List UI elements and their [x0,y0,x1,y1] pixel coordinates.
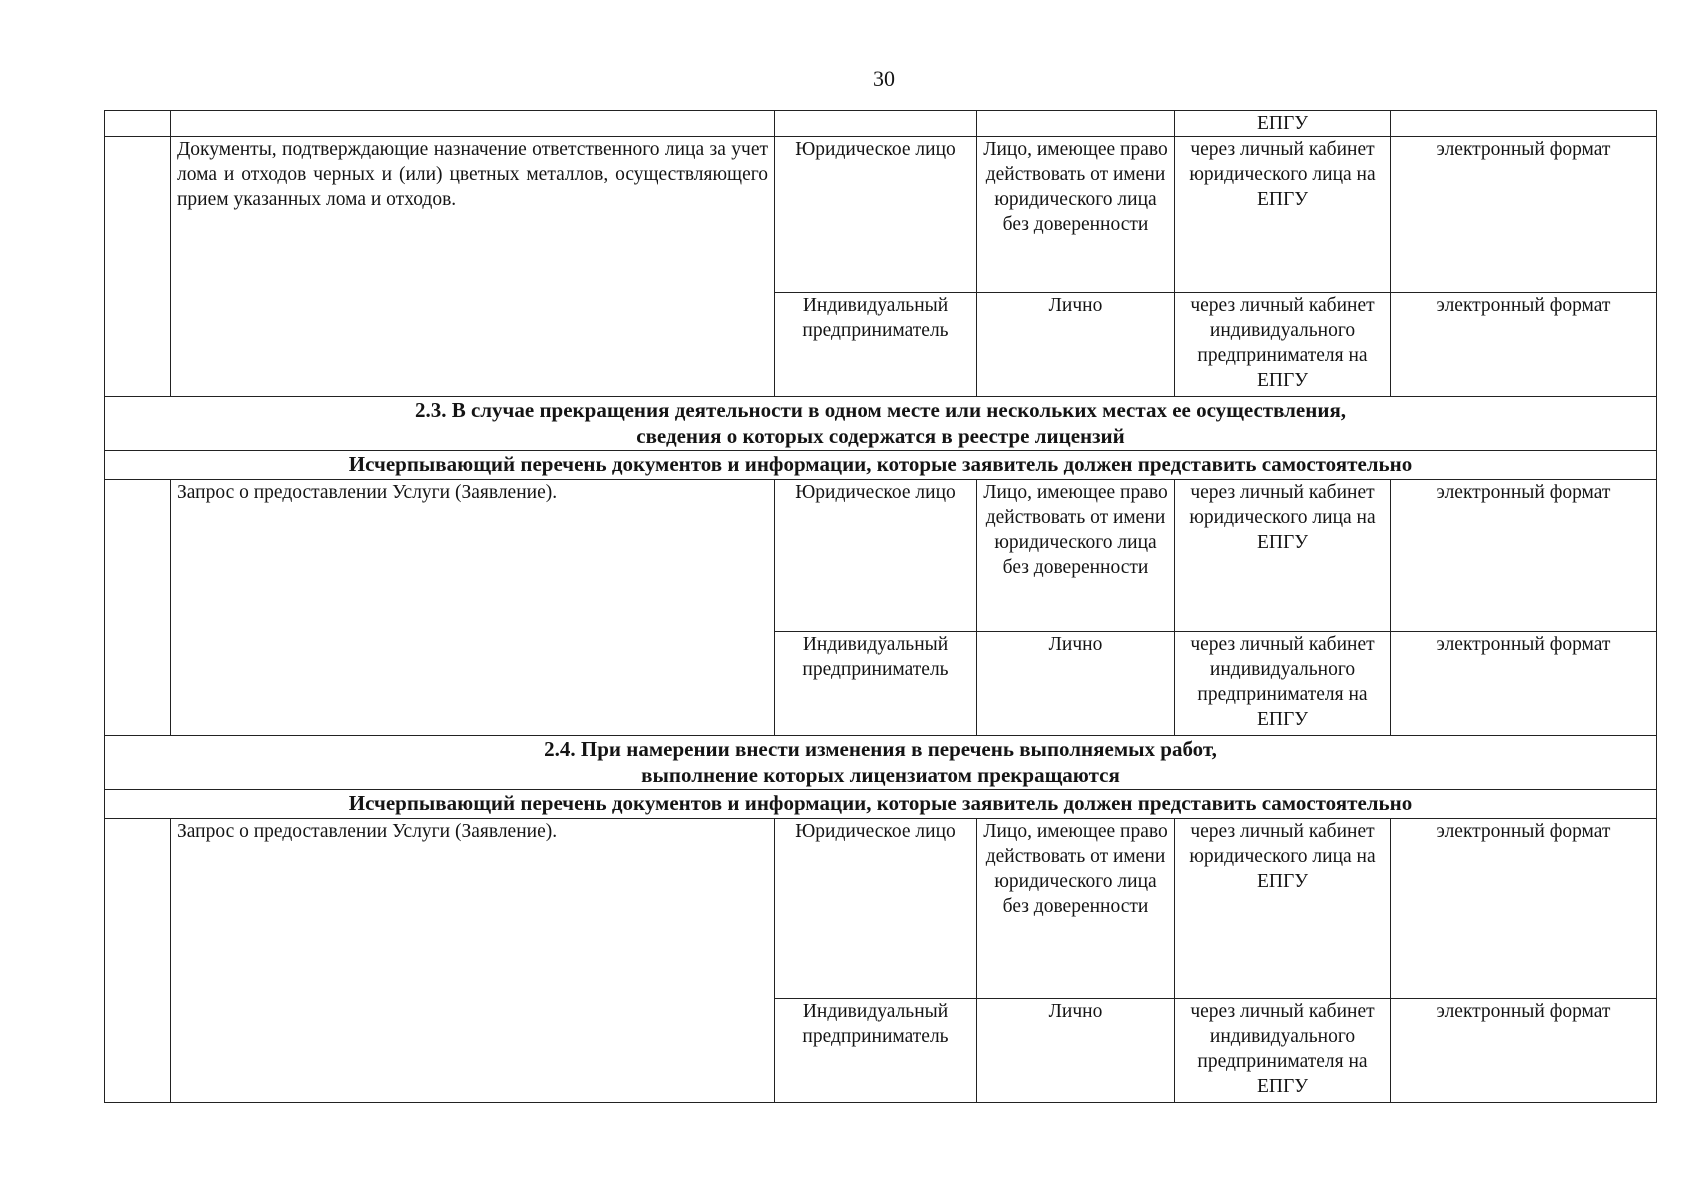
applicant-cell [775,111,977,137]
page-number: 30 [873,66,895,91]
number-cell [105,111,171,137]
section-title-line: 2.4. При намерении внести изменения в перечень выполняемых работ, [544,737,1217,761]
channel-cell: через личный кабинет юридического лица на ЕПГУ [1175,137,1391,293]
channel-cell: через личный кабинет индивидуального предпринимателя на ЕПГУ [1175,999,1391,1103]
table-row [105,480,1657,632]
section-heading-row [105,736,1657,790]
section-subheading: Исчерпывающий перечень документов и информации, которые заявитель должен представить самостоятельно [105,451,1657,480]
applicant-cell: Индивидуальный предприниматель [775,999,977,1103]
section-subheading: Исчерпывающий перечень документов и информации, которые заявитель должен представить самостоятельно [105,790,1657,819]
section-heading [105,736,1657,790]
document-description: Документы, подтверждающие назначение ответственного лица за учет лома и отходов черных и (или) цветных металлов, осуществляющего прием указанных лома и отходов. [171,137,775,397]
section-heading-row [105,397,1657,451]
channel-cell: через личный кабинет юридического лица на ЕПГУ [1175,819,1391,999]
channel-cell: ЕПГУ [1175,111,1391,137]
signer-cell: Лицо, имеющее право действовать от имени юридического лица без доверенности [977,819,1175,999]
table-row [105,819,1657,999]
number-cell [105,137,171,397]
subheading-row [105,451,1657,480]
applicant-cell: Юридическое лицо [775,137,977,293]
channel-cell: через личный кабинет индивидуального предпринимателя на ЕПГУ [1175,293,1391,397]
format-cell: электронный формат [1391,137,1657,293]
format-cell [1391,111,1657,137]
applicant-cell: Индивидуальный предприниматель [775,293,977,397]
applicant-cell: Индивидуальный предприниматель [775,632,977,736]
signer-cell: Лицо, имеющее право действовать от имени юридического лица без доверенности [977,480,1175,632]
format-cell: электронный формат [1391,632,1657,736]
signer-cell [977,111,1175,137]
signer-cell: Лично [977,293,1175,397]
number-cell [105,480,171,736]
applicant-cell: Юридическое лицо [775,819,977,999]
table-row [105,111,1657,137]
section-title-line: 2.3. В случае прекращения деятельности в одном месте или нескольких местах ее осуществления, [414,398,1347,422]
channel-cell: через личный кабинет юридического лица на ЕПГУ [1175,480,1391,632]
table-row [105,137,1657,293]
signer-cell: Лично [977,632,1175,736]
format-cell: электронный формат [1391,480,1657,632]
channel-cell: через личный кабинет индивидуального предпринимателя на ЕПГУ [1175,632,1391,736]
document-description: Запрос о предоставлении Услуги (Заявление). [171,480,775,736]
section-title-line: сведения о которых содержатся в реестре лицензий [636,424,1125,448]
signer-cell: Лицо, имеющее право действовать от имени юридического лица без доверенности [977,137,1175,293]
section-title-line: выполнение которых лицензиатом прекращаются [641,763,1120,787]
document-table [104,110,1657,1103]
subheading-row [105,790,1657,819]
format-cell: электронный формат [1391,293,1657,397]
format-cell: электронный формат [1391,999,1657,1103]
number-cell [105,819,171,1103]
format-cell: электронный формат [1391,819,1657,999]
description-cell [171,111,775,137]
signer-cell: Лично [977,999,1175,1103]
applicant-cell: Юридическое лицо [775,480,977,632]
section-heading [105,397,1657,451]
document-description: Запрос о предоставлении Услуги (Заявление). [171,819,775,1103]
